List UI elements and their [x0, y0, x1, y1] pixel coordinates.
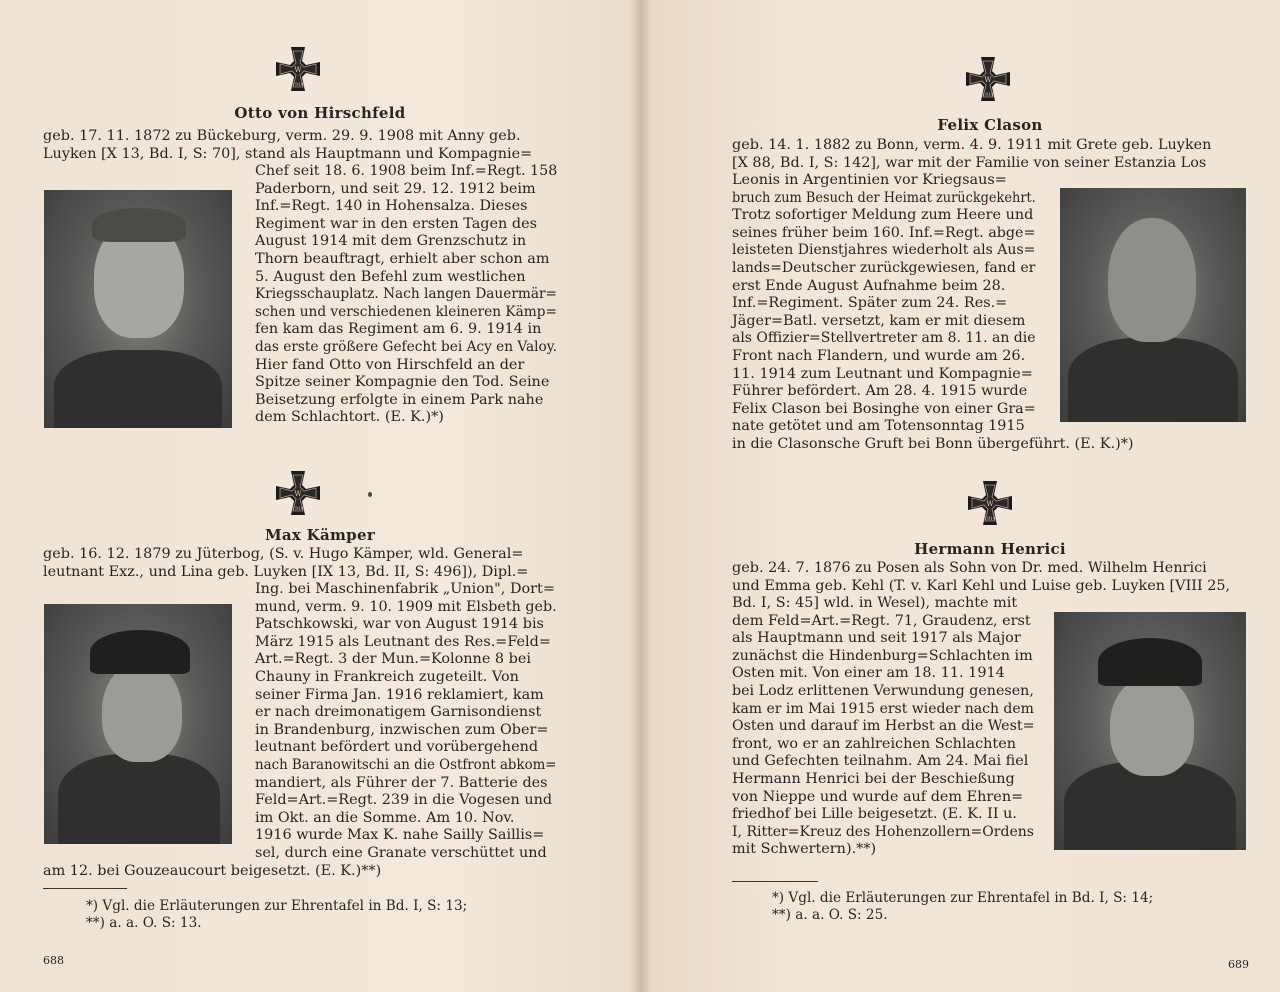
text-line: Inf.=Regiment. Später zum 24. Res.= [732, 295, 1008, 312]
iron-cross-icon [273, 468, 323, 518]
text-line: seines früher beim 160. Inf.=Regt. abge= [732, 224, 1036, 241]
text-line: und Gefechten teilnahm. Am 24. Mai fiel [732, 753, 1029, 770]
text-line: als Offizier=Stellvertreter am 8. 11. an die [732, 330, 1036, 347]
text-line: mund, verm. 9. 10. 1909 mit Elsbeth geb. [255, 598, 557, 615]
text-line: Thorn beauftragt, erhielt aber schon am [255, 250, 550, 267]
text-line: Felix Clason bei Bosinghe von einer Gra= [732, 400, 1036, 417]
text-line: Patschkowski, war von August 1914 bis [255, 616, 544, 633]
text-line: Hermann Henrici bei der Beschießung [732, 770, 1015, 787]
footnote-line: **) a. a. O. S: 25. [772, 907, 888, 923]
text-line: Front nach Flandern, und wurde am 26. [732, 347, 1026, 364]
entry-name: Max Kämper [264, 526, 376, 544]
text-line: front, wo er an zahlreichen Schlachten [732, 735, 1016, 752]
text-line: I, Ritter=Kreuz des Hohenzollern=Ordens [732, 823, 1034, 840]
text-line: dem Feld=Art.=Regt. 71, Graudenz, erst [732, 612, 1031, 629]
entry-text-column [732, 595, 1034, 859]
entry-name: Felix Clason [937, 116, 1043, 134]
text-line: leutnant befördert und vorübergehend [255, 739, 539, 756]
text-line: Leonis in Argentinien vor Kriegsaus= [732, 172, 1007, 188]
portrait-photo [44, 190, 232, 428]
footnotes [772, 890, 1252, 924]
text-line: Osten mit. Von einer am 18. 11. 1914 [732, 665, 1005, 682]
text-line: mit Schwertern).**) [732, 841, 877, 858]
text-line: Jäger=Batl. versetzt, kam er mit diesem [732, 312, 1026, 329]
entry-text-full [43, 863, 557, 881]
text-line: 5. August den Befehl zum westlichen [255, 268, 526, 285]
text-line: Regiment war in den ersten Tagen des [255, 215, 537, 232]
text-line: Kriegsschauplatz. Nach langen Dauermär= [255, 286, 557, 303]
text-line: nach Baranowitschi an die Ostfront abkom= [255, 756, 557, 773]
text-line: leisteten Dienstjahres wiederholt als Aus= [732, 242, 1036, 259]
text-line: Trotz sofortiger Meldung zum Heere und [732, 207, 1034, 224]
text-line: [X 88, Bd. I, S: 142], war mit der Familie von seiner Estanzia Los [732, 154, 1207, 171]
text-line: als Hauptmann und seit 1917 als Major [732, 630, 1021, 647]
svg-text:W: W [984, 76, 992, 84]
text-line: mandiert, als Führer der 7. Batterie des [255, 774, 548, 791]
text-line: Osten und darauf im Herbst an die West= [732, 718, 1035, 735]
text-line: lands=Deutscher zurückgewiesen, fand er [732, 259, 1036, 276]
text-line: sel, durch eine Granate verschüttet und [255, 844, 547, 861]
portrait-photo [44, 604, 232, 844]
entry-text-full [43, 128, 557, 163]
text-line: leutnant Exz., und Lina geb. Luyken [IX 13, Bd. II, S: 496]), Dipl.= [43, 563, 529, 580]
text-line: März 1915 als Leutnant des Res.=Feld= [255, 633, 551, 650]
entry-text-full [732, 137, 1248, 172]
text-line: Führer befördert. Am 28. 4. 1915 wurde [732, 383, 1028, 400]
text-line: friedhof bei Lille beigesetzt. (E. K. II u. [732, 806, 1017, 823]
text-line: Beisetzung erfolgte in einem Park nahe [255, 391, 544, 408]
svg-text:1914: 1914 [292, 83, 304, 88]
text-line: nate getötet und am Totensonntag 1915 [732, 418, 1025, 435]
text-line: geb. 16. 12. 1879 zu Jüterbog, (S. v. Hugo Kämper, wld. General= [43, 546, 524, 562]
footnote-line: *) Vgl. die Erläuterungen zur Ehrentafel in Bd. I, S: 14; [772, 890, 1154, 906]
text-line: kam er im Mai 1915 erst wieder nach dem [732, 700, 1034, 717]
text-line: Inf.=Regt. 140 in Hohensalza. Dieses [255, 198, 528, 215]
text-line: und Emma geb. Kehl (T. v. Karl Kehl und Luise geb. Luyken [VIII 25, [732, 577, 1231, 594]
svg-text:W: W [294, 66, 302, 74]
text-line: im Okt. an die Somme. Am 10. Nov. [255, 809, 515, 826]
text-line: Luyken [X 13, Bd. I, S: 70], stand als Hauptmann und Kompagnie= [43, 145, 533, 162]
text-line: dem Schlachtort. (E. K.)*) [255, 409, 444, 426]
text-line: fen kam das Regiment am 6. 9. 1914 in [255, 321, 542, 338]
portrait-photo [1054, 612, 1246, 850]
iron-cross-icon [273, 44, 323, 94]
iron-cross-icon [965, 478, 1015, 528]
text-line: bei Lodz erlittenen Verwundung genesen, [732, 682, 1034, 699]
text-line: bruch zum Besuch der Heimat zurückgekehrt. [732, 189, 1036, 206]
text-line: Art.=Regt. 3 der Mun.=Kolonne 8 bei [255, 651, 531, 668]
text-line: seiner Firma Jan. 1916 reklamiert, kam [255, 686, 544, 703]
text-line: von Nieppe und wurde auf dem Ehren= [732, 788, 1024, 805]
svg-text:1914: 1914 [982, 93, 994, 98]
text-line: er nach dreimonatigem Garnisondienst [255, 704, 542, 721]
entry-name: Hermann Henrici [914, 540, 1066, 558]
text-line: erst Ende August Aufnahme beim 28. [732, 277, 1006, 294]
entry-name: Otto von Hirschfeld [234, 104, 406, 122]
text-line: Chef seit 18. 6. 1908 beim Inf.=Regt. 158 [255, 163, 558, 179]
text-line: 11. 1914 zum Leutnant und Kompagnie= [732, 365, 1033, 382]
footnote-rule [43, 888, 127, 889]
text-line: geb. 24. 7. 1876 zu Posen als Sohn von Dr. med. Wilhelm Henrici [732, 560, 1207, 576]
page-number: 688 [43, 954, 64, 967]
entry-text-full [732, 436, 1248, 454]
svg-text:W: W [294, 490, 302, 498]
text-line: zunächst die Hindenburg=Schlachten im [732, 647, 1033, 664]
text-line: Spitze seiner Kompagnie den Tod. Seine [255, 374, 550, 391]
svg-text:1914: 1914 [984, 517, 996, 522]
text-line: Paderborn, und seit 29. 12. 1912 beim [255, 180, 536, 197]
ink-speck [368, 492, 372, 497]
text-line: Ing. bei Maschinenfabrik „Union", Dort= [255, 581, 555, 597]
text-line: 1916 wurde Max K. nahe Sailly Saillis= [255, 827, 545, 844]
iron-cross-icon [963, 54, 1013, 104]
entry-text-full [732, 560, 1248, 595]
text-line: das erste größere Gefecht bei Acy en Valoy. [255, 338, 558, 355]
text-line: Hier fand Otto von Hirschfeld an der [255, 356, 525, 373]
footnotes [86, 898, 566, 932]
text-line: geb. 17. 11. 1872 zu Bückeburg, verm. 29. 9. 1908 mit Anny geb. [43, 128, 521, 144]
portrait-photo [1060, 188, 1246, 422]
text-line: Feld=Art.=Regt. 239 in die Vogesen und [255, 792, 553, 809]
text-line: geb. 14. 1. 1882 zu Bonn, verm. 4. 9. 1911 mit Grete geb. Luyken [732, 137, 1212, 153]
svg-text:1914: 1914 [292, 507, 304, 512]
book-gutter [630, 0, 652, 992]
entry-text-full [43, 546, 557, 581]
entry-text-column [255, 163, 557, 427]
footnote-line: **) a. a. O. S: 13. [86, 915, 202, 931]
text-line: schen und verschiedenen kleineren Kämp= [255, 303, 557, 320]
svg-text:W: W [986, 500, 994, 508]
text-line: in die Clasonsche Gruft bei Bonn übergeführt. (E. K.)*) [732, 436, 1134, 452]
text-line: Chauny in Frankreich zugeteilt. Von [255, 668, 519, 685]
text-line: am 12. bei Gouzeaucourt beigesetzt. (E. K.)**) [43, 863, 382, 879]
text-line: August 1914 mit dem Grenzschutz in [255, 233, 527, 250]
entry-text-column [255, 581, 557, 863]
footnote-line: *) Vgl. die Erläuterungen zur Ehrentafel in Bd. I, S: 13; [86, 898, 468, 914]
footnote-rule [732, 881, 818, 882]
text-line: Bd. I, S: 45] wld. in Wesel), machte mit [732, 595, 1018, 611]
page-number: 689 [1228, 958, 1249, 971]
entry-text-column [732, 172, 1036, 436]
text-line: in Brandenburg, inzwischen zum Ober= [255, 721, 549, 738]
